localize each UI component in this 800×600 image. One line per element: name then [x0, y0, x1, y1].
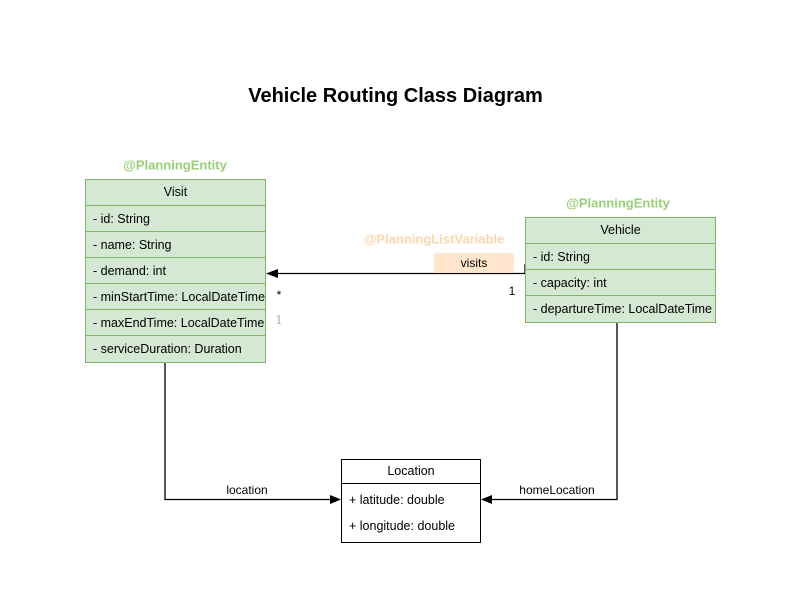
- class-vehicle: [525, 217, 716, 323]
- class-visit-attribute: - name: String: [86, 232, 265, 258]
- class-visit: [85, 179, 266, 363]
- class-location-attribute: + longitude: double: [349, 519, 455, 533]
- class-vehicle-attribute: - id: String: [526, 244, 715, 270]
- homelocation-arrowhead-icon: [481, 495, 492, 504]
- class-visit-name: Visit: [86, 180, 265, 206]
- visits-arrowhead-icon: [266, 269, 278, 278]
- visits-multiplicity-one: 1: [508, 284, 516, 298]
- class-visit-attribute: - maxEndTime: LocalDateTime: [86, 310, 265, 336]
- class-location-name: Location: [342, 460, 480, 484]
- location-arrowhead-icon: [330, 495, 341, 504]
- class-vehicle-name: Vehicle: [526, 218, 715, 244]
- class-visit-attribute: - demand: int: [86, 258, 265, 284]
- class-visit-attribute: - minStartTime: LocalDateTime: [86, 284, 265, 310]
- visit-planning-entity-annotation: @PlanningEntity: [123, 157, 227, 173]
- visits-edge-label: visits: [434, 253, 514, 273]
- class-location-attribute: + latitude: double: [349, 493, 445, 507]
- vehicle-planning-entity-annotation: @PlanningEntity: [566, 195, 670, 211]
- class-vehicle-attribute: - departureTime: LocalDateTime: [533, 302, 713, 316]
- class-visit-attribute: - id: String: [86, 206, 265, 232]
- class-location-attributes: [342, 484, 480, 542]
- class-location: [341, 459, 481, 543]
- visits-multiplicity-extra: 1: [275, 313, 283, 327]
- homelocation-edge-label: homeLocation: [519, 483, 595, 497]
- location-edge-label: location: [226, 483, 268, 497]
- class-vehicle-attribute: - capacity: int: [526, 270, 715, 296]
- visits-multiplicity-star: *: [276, 288, 282, 302]
- class-visit-attribute: - serviceDuration: Duration: [93, 342, 242, 356]
- homelocation-edge-line: [492, 322, 617, 500]
- location-edge-line: [165, 363, 330, 500]
- diagram-title: Vehicle Routing Class Diagram: [248, 85, 543, 107]
- planning-list-variable-annotation: @PlanningListVariable: [363, 231, 505, 247]
